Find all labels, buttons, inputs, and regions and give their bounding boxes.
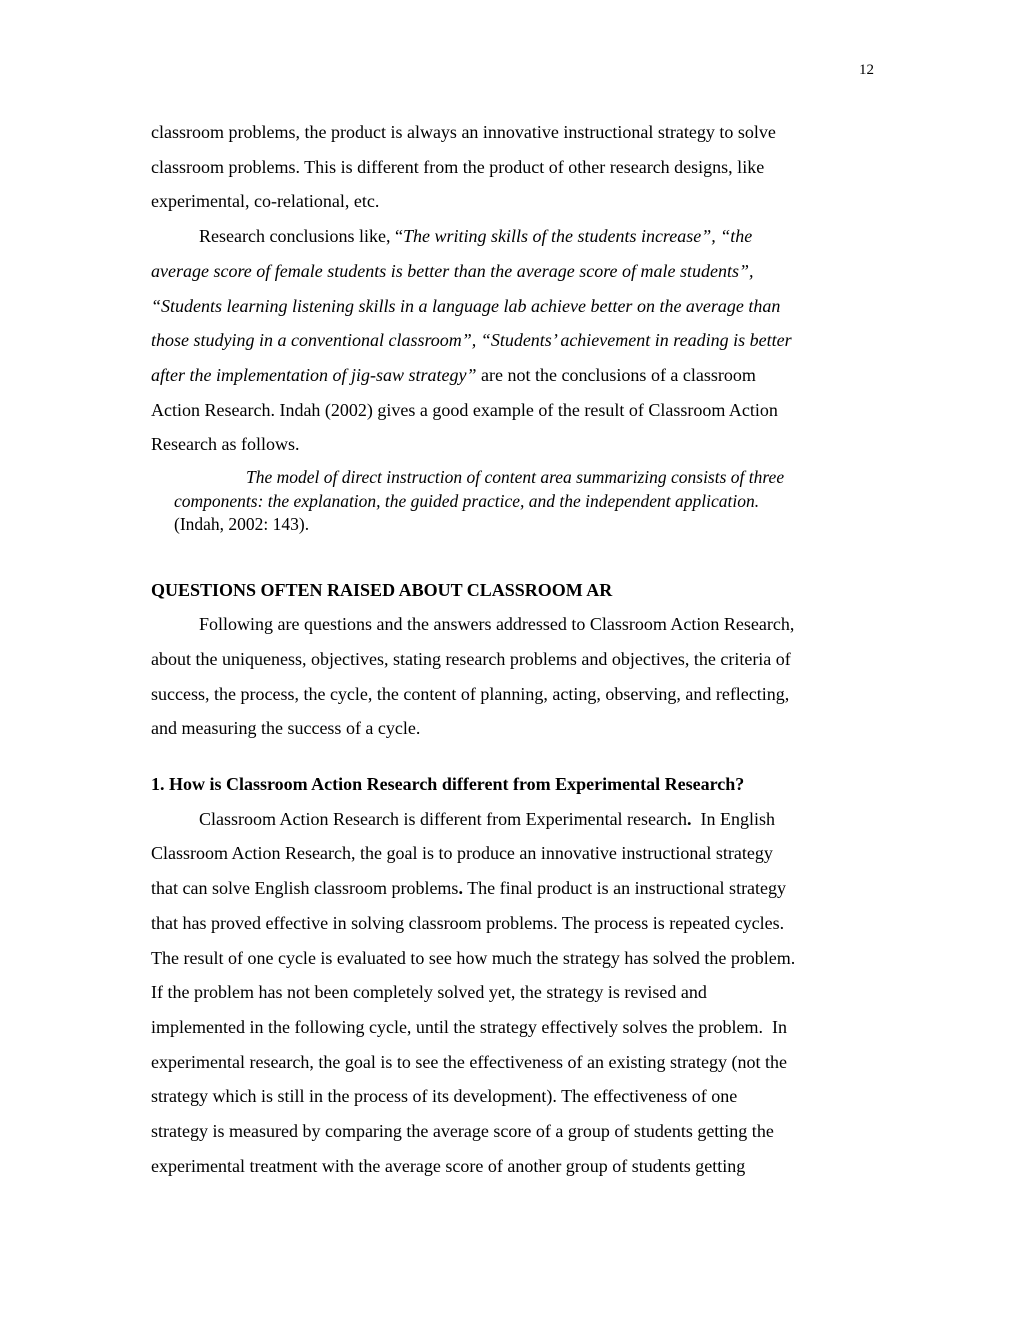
text-line: about the uniqueness, objectives, stating research problems and objectives, the criteria of [151,648,791,669]
bold-run: . [458,878,463,899]
text-line: implemented in the following cycle, until the strategy effectively solves the problem. In [151,1016,787,1037]
text-line [151,289,873,324]
text-line: strategy is measured by comparing the average score of a group of students getting the [151,1121,774,1142]
paragraph-questions-intro [151,607,873,746]
text-line: Following are questions and the answers addressed to Classroom Action Research, [199,614,795,635]
text-line: experimental research, the goal is to see the effectiveness of an existing strategy (not the [151,1051,787,1072]
document-body [151,115,873,1183]
text-line: Research as follows. [151,434,300,455]
text-run: In English [691,808,776,829]
quote-line: components: the explanation, the guided practice, and the independent application. [174,490,760,511]
page-number: 12 [859,62,874,78]
text-line [151,219,873,254]
text-line [151,254,873,289]
text-line: success, the process, the cycle, the content of planning, acting, observing, and reflecting, [151,683,790,704]
text-line: Action Research. Indah (2002) gives a good example of the result of Classroom Action [151,399,778,420]
italic-run: average score of female students is better than the average score of male students”, [151,260,754,281]
text-run: Research conclusions like, “ [199,226,403,247]
text-run: that can solve English classroom problems [151,878,459,899]
section-heading: QUESTIONS OFTEN RAISED ABOUT CLASSROOM AR [151,579,613,600]
text-line [151,871,873,906]
text-line: If the problem has not been completely solved yet, the strategy is revised and [151,982,707,1003]
text-line: strategy which is still in the process of its development). The effectiveness of one [151,1086,738,1107]
text-line [151,802,873,837]
italic-run: The writing skills of the students increase”, “the [402,226,753,247]
block-quote [174,462,874,537]
text-line: that has proved effective in solving classroom problems. The process is repeated cycles. [151,912,785,933]
bold-run: . [687,808,692,829]
question-heading: 1. How is Classroom Action Research different from Experimental Research? [151,774,745,795]
italic-run: those studying in a conventional classroom”, “Students’ achievement in reading is better [151,330,792,351]
paragraph-research-conclusions [151,219,873,462]
paragraph-product-of-car [151,115,873,219]
text-line: and measuring the success of a cycle. [151,718,421,739]
text-line: experimental, co-relational, etc. [151,191,380,212]
text-line: experimental treatment with the average score of another group of students getting [151,1155,746,1176]
text-line: The result of one cycle is evaluated to see how much the strategy has solved the problem. [151,947,796,968]
text-line: classroom problems, the product is always an innovative instructional strategy to solve [151,122,776,142]
text-run: Classroom Action Research is different from Experimental research [199,808,688,829]
text-line: classroom problems. This is different from the product of other research designs, like [151,156,765,177]
paragraph-question-1-answer [151,802,873,1184]
quote-citation: (Indah, 2002: 143). [174,514,310,535]
italic-run: “Students learning listening skills in a language lab achieve better on the average than [151,295,781,316]
quote-line: The model of direct instruction of content area summarizing consists of three [246,467,785,488]
italic-run: after the implementation of jig-saw strategy” [151,364,477,385]
text-line [151,358,873,393]
text-line [151,323,873,358]
text-run: The final product is an instructional strategy [462,878,787,899]
text-line: Classroom Action Research, the goal is to produce an innovative instructional strategy [151,843,773,864]
text-run: are not the conclusions of a classroom [476,364,756,385]
